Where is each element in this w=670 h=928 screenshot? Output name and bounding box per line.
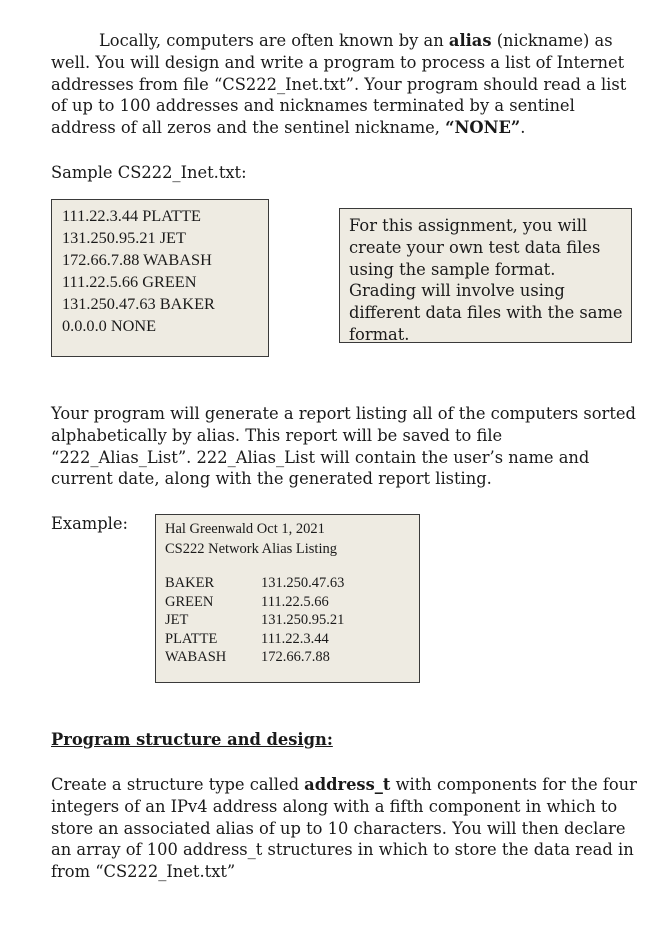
sample-file-box <box>51 199 269 357</box>
assignment-note-text: For this assignment, you will create your own test data files using the sample format. Grading will involve using different data files with the same format. <box>349 216 623 344</box>
report-header-user-date: Hal Greenwald Oct 1, 2021 <box>165 521 325 537</box>
sample-line: 131.250.47.63 BAKER <box>62 294 215 313</box>
sample-line: 111.22.3.44 PLATTE <box>62 206 201 225</box>
example-report-box <box>155 514 420 683</box>
report-row: WABASH 172.66.7.88 <box>165 649 330 665</box>
report-row: BAKER 131.250.47.63 <box>165 575 345 591</box>
section-heading: Program structure and design: <box>51 730 333 749</box>
sample-line: 172.66.7.88 WABASH <box>62 250 212 269</box>
design-paragraph: Create a structure type called address_t with components for the four integers of an IPv4 address along with a fifth component in which to store an associated alias of up to 10 characters. You will then declare an array of 100 address_t structures in which to store the data read in from “CS222_Inet.txt” <box>51 775 637 882</box>
sample-label: Sample CS222_Inet.txt: <box>51 163 247 182</box>
assignment-note-box <box>339 208 632 343</box>
sample-line: 111.22.5.66 GREEN <box>62 272 197 291</box>
report-header-title: CS222 Network Alias Listing <box>165 541 337 557</box>
report-paragraph: Your program will generate a report listing all of the computers sorted alphabetically by alias. This report will be saved to file “222_Alias_List”. 222_Alias_List will contain the user’s name and current date, along with the generated report listing. <box>51 404 636 489</box>
report-row: GREEN 111.22.5.66 <box>165 593 329 610</box>
example-label: Example: <box>51 514 128 533</box>
report-row: JET 131.250.95.21 <box>165 612 345 628</box>
report-row: PLATTE 111.22.3.44 <box>165 630 329 647</box>
sample-line: 0.0.0.0 NONE <box>62 316 157 335</box>
intro-paragraph: Locally, computers are often known by an alias (nickname) as well. You will design and write a program to process a list of Internet addresses from file “CS222_Inet.txt”. Your program should read a list of up to 100 addresses and nicknames terminated by a sentinel address of all zeros and the sentinel nickname, “NONE”. <box>51 31 627 138</box>
sample-line: 131.250.95.21 JET <box>62 228 186 247</box>
